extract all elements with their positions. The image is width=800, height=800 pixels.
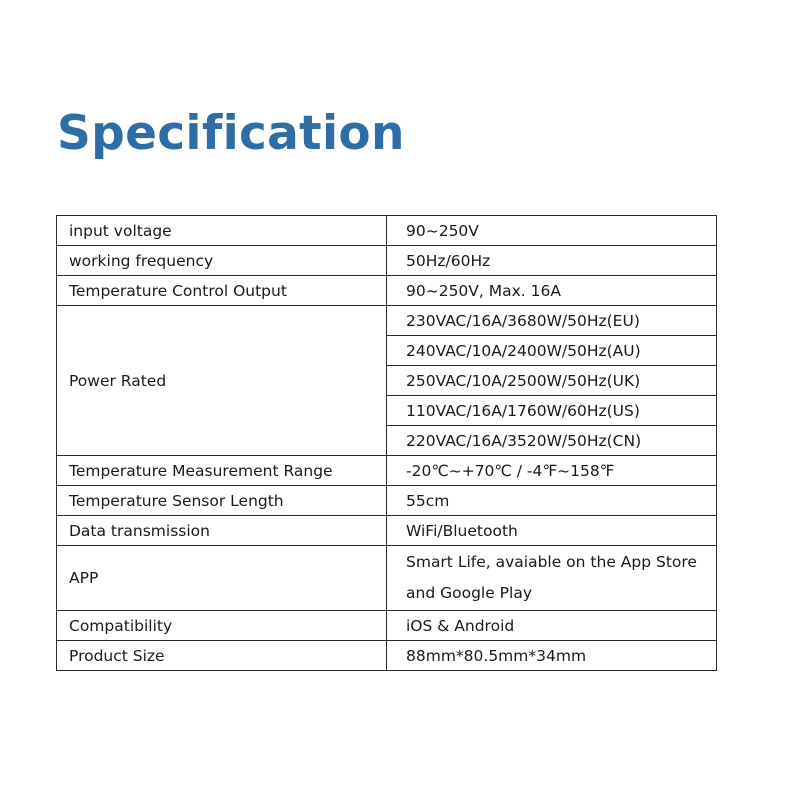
spec-label: Compatibility <box>57 611 387 641</box>
table-row-input-voltage <box>57 216 717 246</box>
spec-value: 110VAC/16A/1760W/60Hz(US) <box>387 396 717 426</box>
spec-label: Temperature Control Output <box>57 276 387 306</box>
spec-value: 55cm <box>387 486 717 516</box>
spec-label: APP <box>57 546 387 611</box>
spec-label: Temperature Sensor Length <box>57 486 387 516</box>
spec-value: 88mm*80.5mm*34mm <box>387 641 717 671</box>
table-row-working-frequency <box>57 246 717 276</box>
spec-label: input voltage <box>57 216 387 246</box>
spec-value: 220VAC/16A/3520W/50Hz(CN) <box>387 426 717 456</box>
specification-table <box>56 215 717 671</box>
table-row-data-transmission <box>57 516 717 546</box>
spec-label: working frequency <box>57 246 387 276</box>
spec-value: 90~250V <box>387 216 717 246</box>
spec-value: 240VAC/10A/2400W/50Hz(AU) <box>387 336 717 366</box>
spec-label: Power Rated <box>57 306 387 456</box>
page-title: Specification <box>57 106 405 161</box>
spec-value: iOS & Android <box>387 611 717 641</box>
table-row-compatibility <box>57 611 717 641</box>
spec-value: 250VAC/10A/2500W/50Hz(UK) <box>387 366 717 396</box>
table-row-temperature-measurement-range <box>57 456 717 486</box>
spec-value: Smart Life, avaiable on the App Store and Google Play <box>387 546 717 611</box>
spec-value: 90~250V, Max. 16A <box>387 276 717 306</box>
table-row-power-rated <box>57 306 717 336</box>
spec-label: Product Size <box>57 641 387 671</box>
spec-value: WiFi/Bluetooth <box>387 516 717 546</box>
spec-value: 50Hz/60Hz <box>387 246 717 276</box>
spec-label: Temperature Measurement Range <box>57 456 387 486</box>
spec-value: -20℃~+70℃ / -4℉~158℉ <box>387 456 717 486</box>
spec-value: 230VAC/16A/3680W/50Hz(EU) <box>387 306 717 336</box>
table-row-temperature-control-output <box>57 276 717 306</box>
spec-label: Data transmission <box>57 516 387 546</box>
table-row-temperature-sensor-length <box>57 486 717 516</box>
table-row-app <box>57 546 717 611</box>
table-row-product-size <box>57 641 717 671</box>
